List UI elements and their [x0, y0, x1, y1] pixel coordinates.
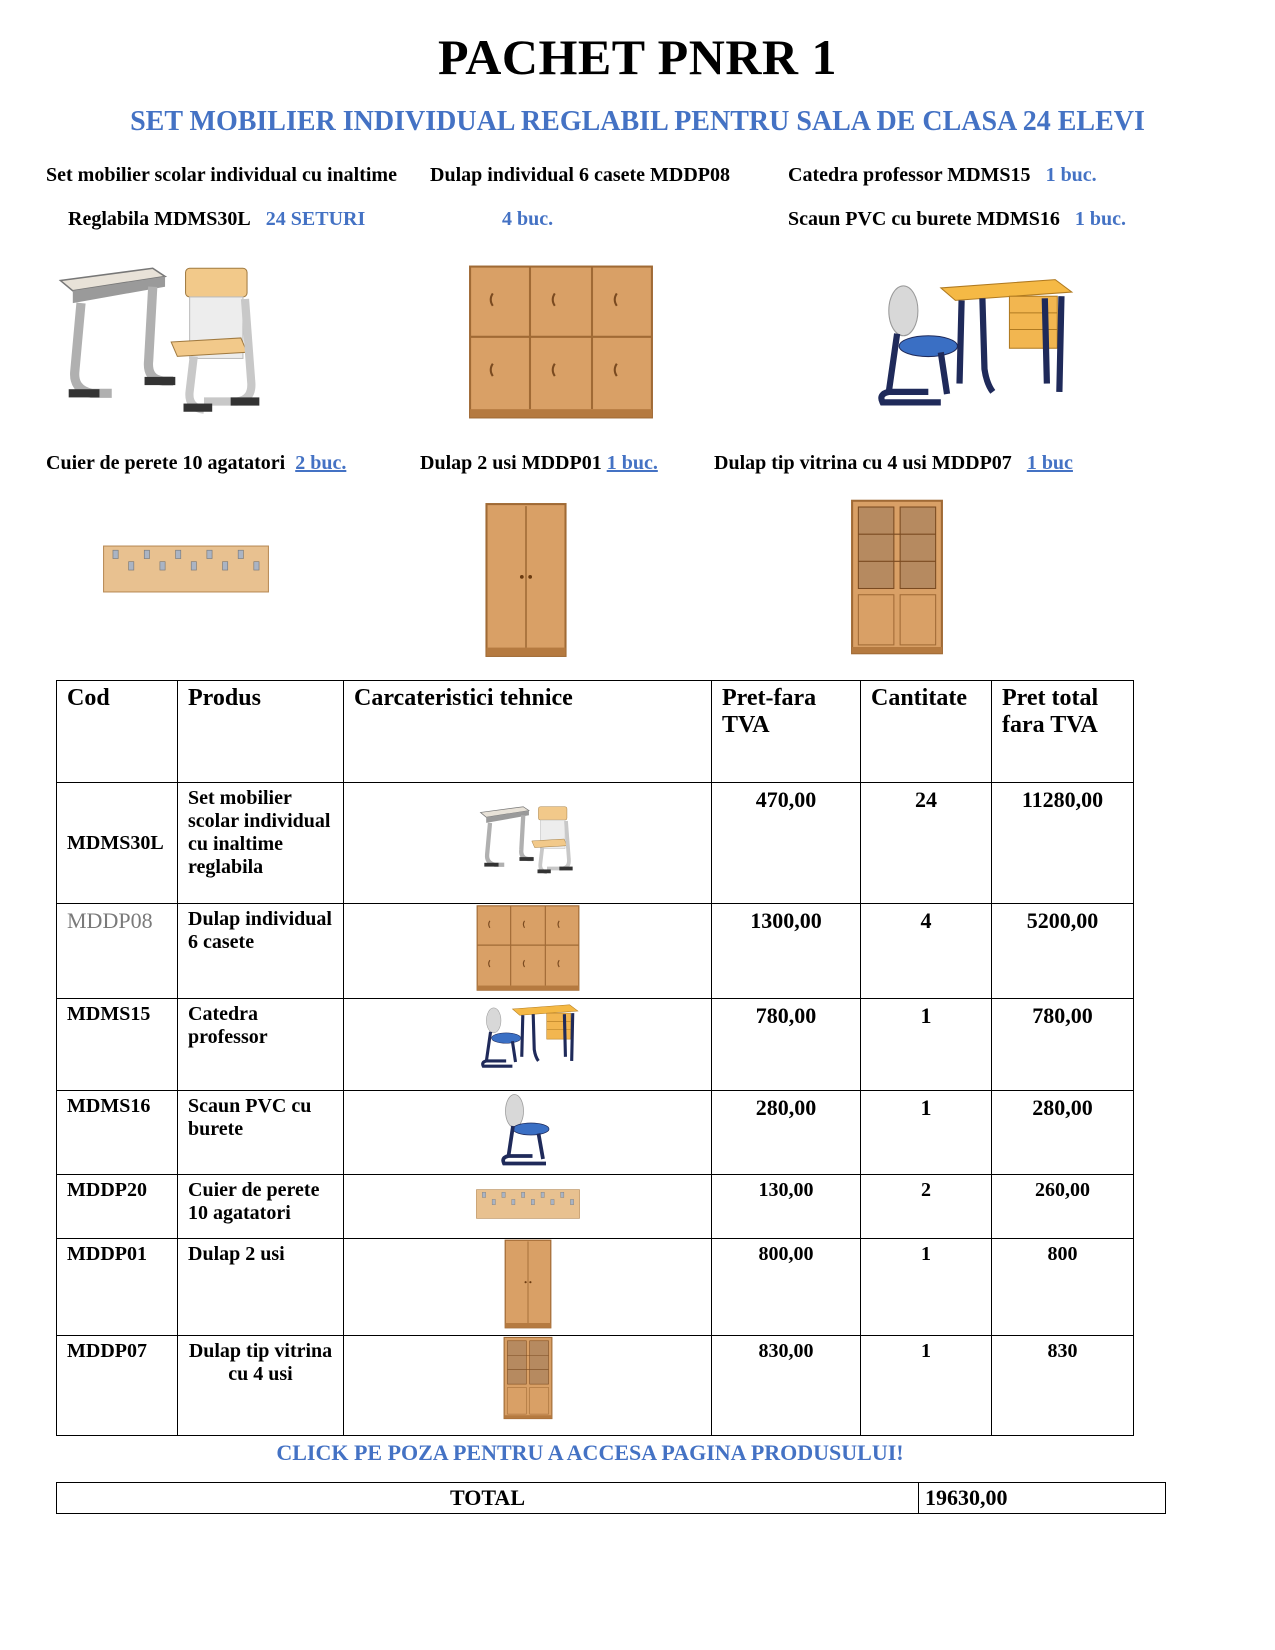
total-label: TOTAL: [57, 1483, 919, 1514]
catalog-item6: [420, 452, 658, 475]
row-image-cell: [344, 1091, 712, 1175]
desk-chair-image[interactable]: [50, 258, 276, 422]
wardrobe-2-doors-image[interactable]: [484, 502, 568, 658]
row-total: 800: [992, 1239, 1134, 1336]
catalog-item1-code: Reglabila MDMS30L: [68, 208, 251, 230]
header-caracteristici: Carcateristici tehnice: [344, 681, 712, 783]
row-price: 280,00: [712, 1091, 861, 1175]
row-price: 800,00: [712, 1239, 861, 1336]
row-image-cell: [344, 904, 712, 999]
catalog-item5-name: Cuier de perete 10 agatatori: [46, 452, 286, 474]
header-total-line2: fara TVA: [1002, 712, 1098, 738]
row-product: Dulap tip vitrina cu 4 usi: [178, 1336, 344, 1436]
header-cantitate: Cantitate: [861, 681, 992, 783]
row-product: Dulap individual 6 casete: [178, 904, 344, 999]
catalog-item1-line1: Set mobilier scolar individual cu inaltime: [46, 164, 397, 186]
table-row: [57, 1239, 1134, 1336]
row-total: 260,00: [992, 1175, 1134, 1239]
catalog-item1-qty: 24 SETURI: [265, 208, 366, 230]
header-pret-line1: Pret-fara: [722, 685, 817, 711]
catalog-item5-qty[interactable]: 2 buc.: [295, 452, 347, 474]
catalog-item4-name: Scaun PVC cu burete MDMS16: [788, 208, 1060, 230]
row-product: Cuier de perete 10 agatatori: [178, 1175, 344, 1239]
vitrine-cabinet-image[interactable]: [850, 498, 944, 656]
catalog-item3-qty: 1 buc.: [1045, 164, 1097, 186]
header-pret: [712, 681, 861, 783]
table-row: [57, 1091, 1134, 1175]
catalog-item3-line1: [788, 164, 1097, 187]
catalog-item7-qty[interactable]: 1 buc: [1026, 452, 1073, 474]
catalog-item7-name: Dulap tip vitrina cu 4 usi MDDP07: [714, 452, 1012, 474]
row-total: 780,00: [992, 999, 1134, 1091]
product-table: [56, 680, 1134, 1436]
catalog-item2-qty: 4 buc.: [502, 208, 554, 230]
row-code: MDDP01: [57, 1239, 178, 1336]
row-product: Catedra professor: [178, 999, 344, 1091]
table-row: [57, 904, 1134, 999]
row-qty: 24: [861, 783, 992, 904]
catalog-item6-name: Dulap 2 usi MDDP01: [420, 452, 602, 474]
catalog-item6-qty[interactable]: 1 buc.: [606, 452, 658, 474]
row-qty: 4: [861, 904, 992, 999]
row-total: 5200,00: [992, 904, 1134, 999]
header-produs: Produs: [178, 681, 344, 783]
cabinet-6-thumb[interactable]: [476, 904, 580, 992]
row-qty: 1: [861, 999, 992, 1091]
row-code: MDDP07: [57, 1336, 178, 1436]
row-image-cell: [344, 1336, 712, 1436]
teacher-desk-thumb[interactable]: [476, 999, 580, 1073]
catalog-item5: [46, 452, 346, 475]
header-pret-total: [992, 681, 1134, 783]
row-code: MDMS16: [57, 1091, 178, 1175]
row-image-cell: [344, 999, 712, 1091]
catalog-item4-qty: 1 buc.: [1074, 208, 1126, 230]
row-qty: 2: [861, 1175, 992, 1239]
row-code: MDDP08: [57, 904, 178, 999]
row-qty: 1: [861, 1336, 992, 1436]
total-table: [56, 1482, 1166, 1514]
header-pret-line2: TVA: [722, 712, 770, 738]
table-header-row: [57, 681, 1134, 783]
desk-chair-thumb[interactable]: [475, 802, 581, 878]
row-product: Set mobilier scolar individual cu inaltime reglabila: [178, 783, 344, 904]
row-code: MDDP20: [57, 1175, 178, 1239]
page-subtitle: SET MOBILIER INDIVIDUAL REGLABIL PENTRU SALA DE CLASA 24 ELEVI: [130, 106, 1145, 137]
row-total: 830: [992, 1336, 1134, 1436]
row-price: 470,00: [712, 783, 861, 904]
table-row: [57, 999, 1134, 1091]
catalog-item4-line1: [788, 208, 1126, 231]
catalog-item7: [714, 452, 1073, 475]
teacher-desk-image[interactable]: [868, 268, 1076, 416]
total-value: 19630,00: [919, 1483, 1166, 1514]
chair-thumb[interactable]: [498, 1091, 558, 1167]
row-qty: 1: [861, 1239, 992, 1336]
coat-rack-thumb[interactable]: [470, 1189, 586, 1219]
row-image-cell: [344, 783, 712, 904]
row-image-cell: [344, 1239, 712, 1336]
row-code: MDMS15: [57, 999, 178, 1091]
table-row: [57, 783, 1134, 904]
row-code: MDMS30L: [57, 783, 178, 904]
coat-rack-image[interactable]: [102, 545, 270, 593]
wardrobe-2-doors-thumb[interactable]: [503, 1239, 553, 1329]
row-price: 1300,00: [712, 904, 861, 999]
table-row: [57, 1175, 1134, 1239]
vitrine-cabinet-thumb[interactable]: [503, 1336, 553, 1420]
cabinet-6-image[interactable]: [468, 262, 654, 422]
row-total: 280,00: [992, 1091, 1134, 1175]
row-price: 130,00: [712, 1175, 861, 1239]
row-image-cell: [344, 1175, 712, 1239]
row-product: Scaun PVC cu burete: [178, 1091, 344, 1175]
row-qty: 1: [861, 1091, 992, 1175]
catalog-item2-line1: Dulap individual 6 casete MDDP08: [430, 164, 731, 186]
row-product: Dulap 2 usi: [178, 1239, 344, 1336]
catalog-item1-line2: [68, 208, 365, 231]
header-cod: Cod: [57, 681, 178, 783]
catalog-item3-name: Catedra professor MDMS15: [788, 164, 1031, 186]
table-row: [57, 1336, 1134, 1436]
page-title: PACHET PNRR 1: [437, 29, 838, 85]
header-total-line1: Pret total: [1002, 685, 1099, 711]
row-total: 11280,00: [992, 783, 1134, 904]
row-price: 780,00: [712, 999, 861, 1091]
click-note-link[interactable]: CLICK PE POZA PENTRU A ACCESA PAGINA PRODUSULUI!: [276, 1440, 904, 1465]
row-price: 830,00: [712, 1336, 861, 1436]
